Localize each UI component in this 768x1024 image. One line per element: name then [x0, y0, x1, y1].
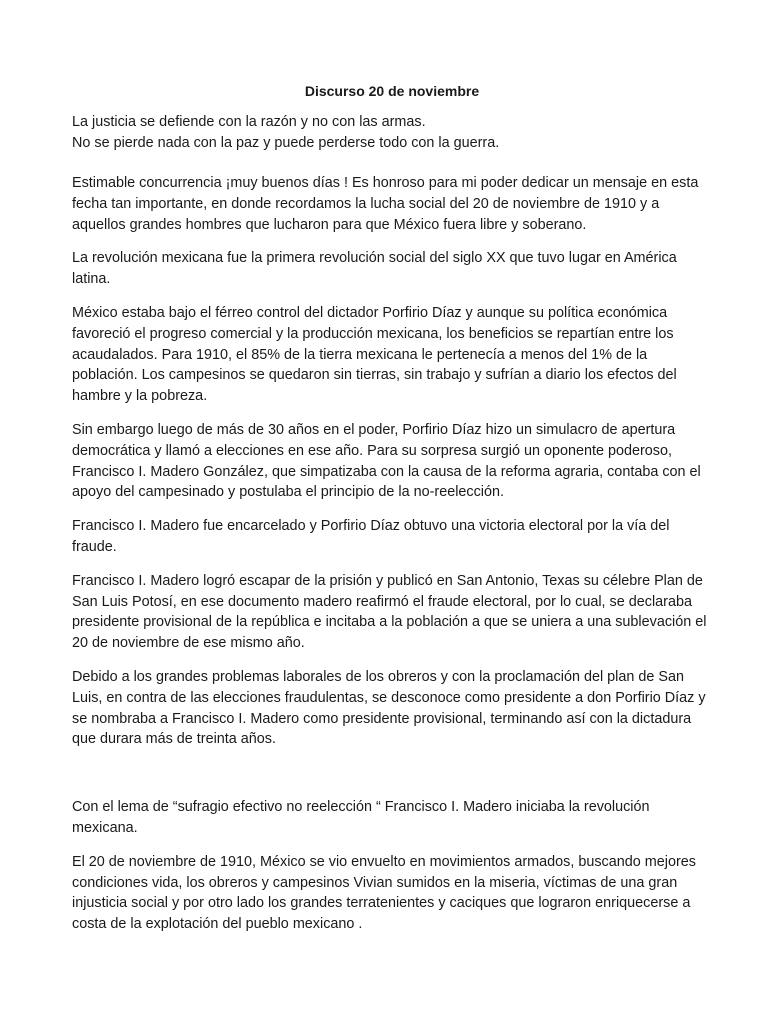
paragraph-porfirio-control: México estaba bajo el férreo control del dictador Porfirio Díaz y aunque su política económica favoreció el progreso comercial y la producción mexicana, los beneficios se repartían entre los acaudalados. Para 1910, el 85% de la tierra mexicana le pertenecía a menos del 1% de la población. Los campesinos se quedaron sin tierras, sin trabajo y sufrían a diario los efectos del hambre y la pobreza. — [72, 304, 677, 405]
paragraph-labor-problems: Debido a los grandes problemas laborales de los obreros y con la proclamación del plan de San Luis, en contra de las elecciones fraudulentas, se desconoce como presidente a don Porfirio Díaz y se nombraba a Francisco I. Madero como presidente provisional, terminando así con la dictadura que durara más de treinta años. — [72, 668, 706, 748]
paragraph-madero-opponent: Sin embargo luego de más de 30 años en el poder, Porfirio Díaz hizo un simulacro de apertura democrática y llamó a elecciones en ese año. Para su sorpresa surgió un oponente poderoso, Francisco I. Madero González, que simpatizaba con la causa de la reforma agraria, contaba con el apoyo del campesinado y postulaba el principio de la no-reelección. — [72, 421, 701, 501]
paragraph-motto: Con el lema de “sufragio efectivo no reelección “ Francisco I. Madero iniciaba la revolución mexicana. — [72, 799, 650, 836]
epigraph-line: La justicia se defiende con la razón y no con las armas. — [72, 114, 426, 130]
document-title: Discurso 20 de noviembre — [304, 83, 480, 99]
paragraph-november-20: El 20 de noviembre de 1910, México se vio envuelto en movimientos armados, buscando mejores condiciones vida, los obreros y campesinos Vivian sumidos en la miseria, víctimas de una gran injusticia social y por otro lado los grandes terratenientes y caciques que lograron enriquecerse a costa de la explotación del pueblo mexicano . — [72, 853, 696, 933]
paragraph-plan-san-luis: Francisco I. Madero logró escapar de la prisión y publicó en San Antonio, Texas su célebre Plan de San Luis Potosí, en ese documento madero reafirmó el fraude electoral, por lo cual, se declaraba presidente provisional de la república e incitaba a la población a que se uniera a una sublevación el 20 de noviembre de ese mismo año. — [72, 572, 707, 652]
paragraph-madero-jailed: Francisco I. Madero fue encarcelado y Porfirio Díaz obtuvo una victoria electoral por la vía del fraude. — [72, 518, 670, 555]
epigraph — [72, 112, 712, 154]
epigraph-line: No se pierde nada con la paz y puede perderse todo con la guerra. — [72, 135, 500, 151]
paragraph-revolution-intro: La revolución mexicana fue la primera revolución social del siglo XX que tuvo lugar en América latina. — [72, 250, 677, 288]
document-page — [72, 82, 712, 948]
paragraph-greeting: Estimable concurrencia ¡muy buenos días ! Es honroso para mi poder dedicar un mensaje en esta fecha tan importante, en donde recordamos la lucha social del 20 de noviembre de 1910 y a aquellos grandes hombres que lucharon para que México fuera libre y soberano. — [72, 175, 699, 233]
blank-line-spacer — [72, 763, 712, 797]
